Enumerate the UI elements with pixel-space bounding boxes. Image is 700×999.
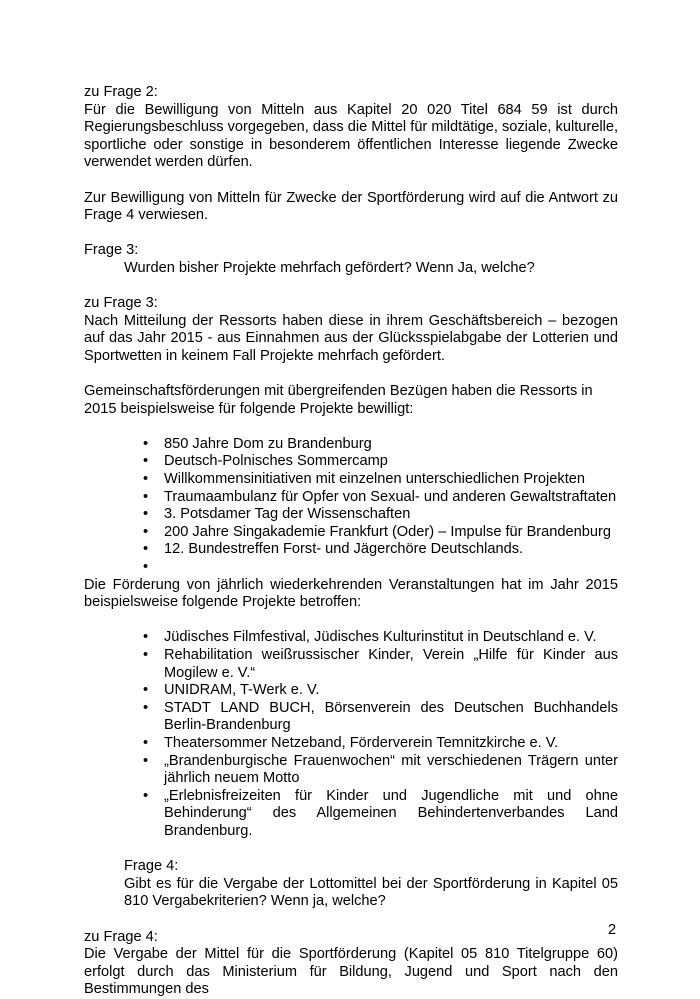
question-4-text: Gibt es für die Vergabe der Lottomittel bei der Sportförderung in Kapitel 05 810 Vergabekriterien? Wenn ja, welche? bbox=[124, 875, 618, 910]
bullet-icon: • bbox=[143, 699, 149, 716]
list-item: • 12. Bundestreffen Forst- und Jägerchöre Deutschlands. bbox=[143, 541, 524, 558]
bullet-icon: • bbox=[143, 523, 149, 540]
answer-3-paragraph-3: Die Förderung von jährlich wiederkehrenden Veranstaltungen hat im Jahr 2015 beispielsweise folgende Projekte betroffen: bbox=[84, 576, 618, 611]
answer-2-paragraph-2: Zur Bewilligung von Mitteln für Zwecke der Sportförderung wird auf die Antwort zu Frage 4 verwiesen. bbox=[84, 189, 618, 224]
list-item: • 850 Jahre Dom zu Brandenburg bbox=[143, 435, 372, 452]
answer-3-paragraph-1: Nach Mitteilung der Ressorts haben diese in ihrem Geschäftsbereich – bezogen auf das Jahr 2015 - aus Einnahmen aus der Glücksspielabgabe der Lotterien und Sportwetten in keinem Fall Projekte mehrfach gefördert. bbox=[84, 312, 618, 364]
bullet-icon: • bbox=[143, 752, 149, 769]
question-3-text: Wurden bisher Projekte mehrfach gefördert? Wenn Ja, welche? bbox=[124, 259, 535, 276]
bullet-icon: • bbox=[143, 471, 149, 488]
bullet-icon: • bbox=[143, 559, 149, 576]
list-item: • Rehabilitation weißrussischer Kinder, Verein „Hilfe für Kinder aus Mogilew e. V.“ bbox=[143, 647, 618, 681]
list-item: • 200 Jahre Singakademie Frankfurt (Oder) – Impulse für Brandenburg bbox=[143, 523, 611, 540]
project-list-recurring-events bbox=[84, 629, 618, 840]
bullet-icon: • bbox=[143, 506, 149, 523]
bullet-icon: • bbox=[143, 541, 149, 558]
answer-4-heading: zu Frage 4: bbox=[84, 928, 158, 945]
list-item: • STADT LAND BUCH, Börsenverein des Deutschen Buchhandels Berlin-Brandenburg bbox=[143, 699, 618, 734]
bullet-icon: • bbox=[143, 453, 149, 470]
list-item: • 3. Potsdamer Tag der Wissenschaften bbox=[143, 506, 411, 523]
list-item: • „Erlebnisfreizeiten für Kinder und Jugendliche mit und ohne Behinderung“ des Allgemeinen Behindertenverbandes Land Brandenburg. bbox=[143, 787, 618, 839]
bullet-icon: • bbox=[143, 488, 149, 505]
bullet-icon: • bbox=[143, 787, 149, 804]
bullet-icon: • bbox=[143, 629, 149, 646]
page-number: 2 bbox=[608, 922, 617, 938]
answer-4-paragraph-1: Die Vergabe der Mittel für die Sportförderung (Kapitel 05 810 Titelgruppe 60) erfolgt durch das Ministerium für Bildung, Jugend und Sport nach den Bestimmungen des bbox=[84, 946, 618, 998]
bullet-icon: • bbox=[143, 435, 149, 452]
list-item: • Deutsch-Polnisches Sommercamp bbox=[143, 453, 388, 470]
bullet-icon: • bbox=[143, 734, 149, 751]
question-3-heading: Frage 3: bbox=[84, 242, 139, 259]
list-item bbox=[84, 559, 618, 577]
question-4-heading: Frage 4: bbox=[124, 858, 179, 875]
list-item: • Theatersommer Netzeband, Förderverein Temnitzkirche e. V. bbox=[143, 734, 559, 751]
list-item: • Jüdisches Filmfestival, Jüdisches Kulturinstitut in Deutschland e. V. bbox=[143, 629, 597, 646]
project-list-joint-funding bbox=[84, 436, 618, 577]
list-item: • UNIDRAM, T-Werk e. V. bbox=[143, 682, 320, 699]
list-item: • „Brandenburgische Frauenwochen“ mit verschiedenen Trägern unter jährlich neuem Motto bbox=[143, 752, 618, 787]
answer-3-heading: zu Frage 3: bbox=[84, 295, 158, 312]
answer-3-paragraph-2: Gemeinschaftsförderungen mit übergreifenden Bezügen haben die Ressorts in 2015 beispielsweise für folgende Projekte bewilligt: bbox=[84, 383, 593, 417]
bullet-icon: • bbox=[143, 647, 149, 663]
bullet-icon: • bbox=[143, 682, 149, 699]
answer-2-paragraph-1: Für die Bewilligung von Mitteln aus Kapitel 20 020 Titel 684 59 ist durch Regierungsbeschluss vorgegeben, dass die Mittel für mildtätige, soziale, kulturelle, sportliche oder sonstige in besonderem öffentlichen Interesse liegende Zwecke verwendet werden dürfen. bbox=[84, 101, 618, 171]
answer-2-heading: zu Frage 2: bbox=[84, 84, 158, 100]
list-item: • Traumaambulanz für Opfer von Sexual- und anderen Gewaltstraftaten bbox=[143, 488, 617, 505]
list-item: • Willkommensinitiativen mit einzelnen unterschiedlichen Projekten bbox=[143, 471, 585, 488]
document-page bbox=[84, 84, 618, 999]
